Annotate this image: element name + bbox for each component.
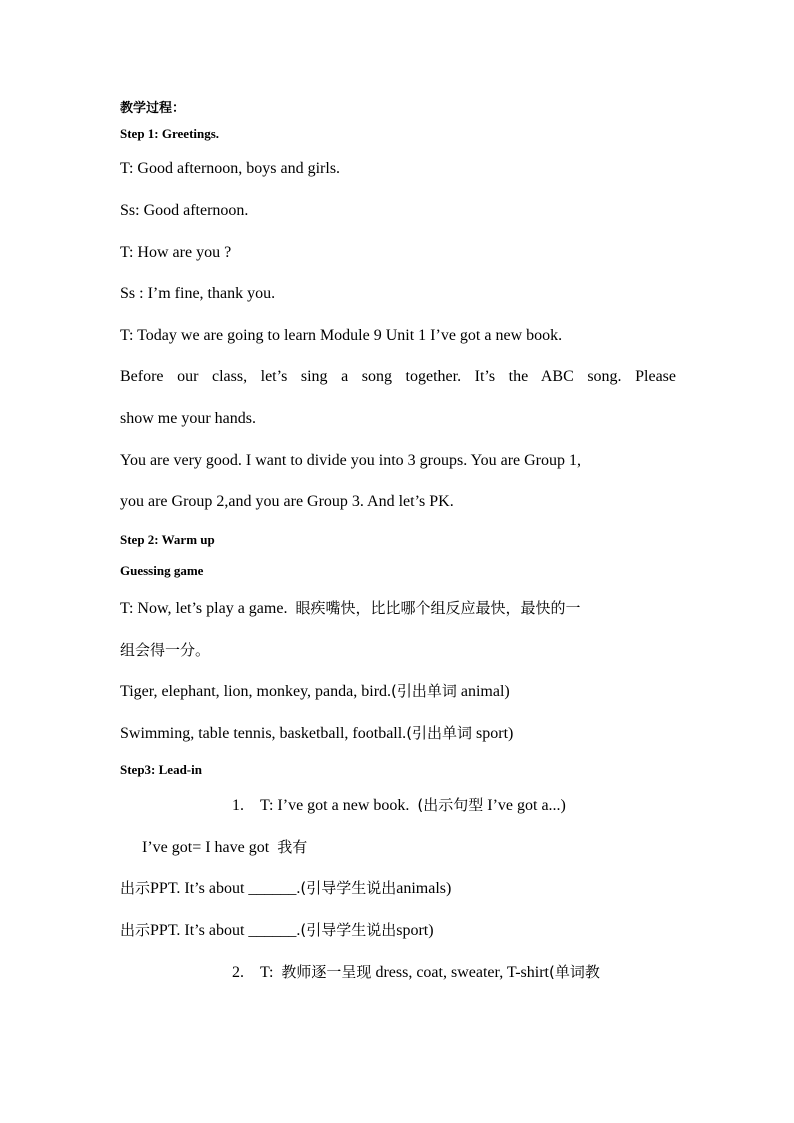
ppt-line-2 (120, 920, 434, 941)
ppt-target: sport) (396, 922, 434, 939)
step-2-title: Step 2: Warm up (120, 532, 215, 547)
list-item-cn: 教师逐一呈现 (281, 963, 372, 981)
step-1-title: Step 1: Greetings. (120, 126, 220, 141)
list-number: 2. (232, 964, 244, 981)
dialogue-line: Ss : I’m fine, thank you. (120, 285, 276, 302)
dialogue-line: show me your hands. (120, 410, 256, 427)
animals-words: Tiger, elephant, lion, monkey, panda, bird. (120, 683, 392, 700)
dialogue-line: you are Group 2,and you are Group 3. And let’s PK. (120, 493, 454, 510)
list-item-2 (232, 962, 600, 983)
sports-target: sport) (476, 725, 514, 742)
list-number: 1. (232, 797, 244, 814)
list-item-en: dress, coat, sweater, T-shirt (375, 964, 549, 981)
game-line-cn: 眼疾嘴快，比比哪个组反应最快，最快的一 (295, 599, 581, 617)
ppt-en: PPT. It’s about ______. (150, 880, 301, 897)
ppt-line-1 (120, 878, 451, 899)
ppt-cn: 出示 (120, 879, 151, 897)
section-heading: 教学过程： (120, 100, 186, 115)
got-line-en: I’ve got= I have got (142, 839, 270, 856)
list-item-cn: (出示句型 (417, 796, 484, 814)
got-line-cn: 我有 (277, 838, 308, 856)
got-line (142, 837, 307, 858)
list-item-1 (232, 795, 566, 816)
animals-note: (引出单词 (391, 682, 457, 700)
game-line-cn-continued: 组会得一分。 (120, 641, 211, 659)
ppt-note: (引导学生说出 (300, 879, 397, 897)
sports-words: Swimming, table tennis, basketball, football. (120, 725, 407, 742)
animals-target: animal) (460, 683, 510, 700)
dialogue-line: Before our class, let’s sing a song together. It’s the ABC song. Please (120, 368, 676, 385)
game-line-en: T: Now, let’s play a game. (120, 600, 288, 617)
list-item-t: T: (260, 964, 274, 981)
animals-line (120, 681, 510, 702)
list-item-cn-tail: (单词教 (548, 963, 600, 981)
game-line (120, 598, 580, 619)
step-3-title: Step3: Lead-in (120, 762, 202, 777)
sports-line (120, 723, 513, 744)
ppt-target: animals) (396, 880, 452, 897)
step-2-subtitle: Guessing game (120, 563, 204, 578)
ppt-en: PPT. It’s about ______. (150, 922, 301, 939)
ppt-note: (引导学生说出 (300, 921, 397, 939)
dialogue-line: T: Good afternoon, boys and girls. (120, 160, 341, 177)
list-item-en: T: I’ve got a new book. (260, 797, 410, 814)
dialogue-line: T: Today we are going to learn Module 9 Unit 1 I’ve got a new book. (120, 327, 563, 344)
list-item-tail: I’ve got a...) (487, 797, 566, 814)
sports-note: (引出单词 (406, 724, 473, 742)
dialogue-line: T: How are you ? (120, 244, 232, 261)
ppt-cn: 出示 (120, 921, 151, 939)
dialogue-line: Ss: Good afternoon. (120, 202, 249, 219)
dialogue-line: You are very good. I want to divide you into 3 groups. You are Group 1, (120, 452, 581, 469)
